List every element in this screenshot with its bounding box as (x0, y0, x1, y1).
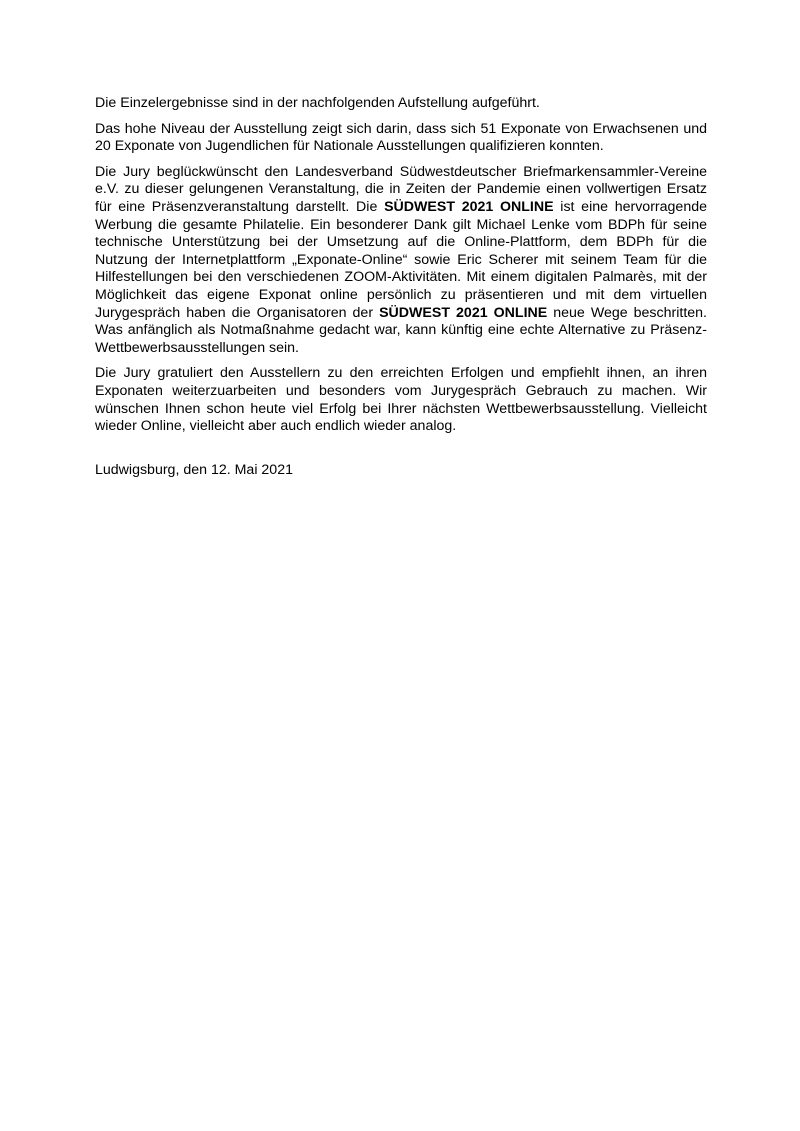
document-page (95, 95, 707, 493)
paragraph-exhibitor-wishes: Die Jury gratuliert den Ausstellern zu den erreichten Erfolgen und empfiehlt ihnen, an ihren Exponaten weiterzuarbeiten und besonders vom Jurygespräch Gebrauch zu machen. Wir wünschen Ihnen schon heute viel Erfolg bei Ihrer nächsten Wettbewerbsausstellung. Vielleicht wieder Online, vielleicht aber auch endlich wieder analog. (95, 365, 707, 435)
paragraph-results-intro: Die Einzelergebnisse sind in der nachfolgenden Aufstellung aufgeführt. (95, 95, 540, 111)
paragraph-exhibition-level: Das hohe Niveau der Ausstellung zeigt sich darin, dass sich 51 Exponate von Erwachsenen und 20 Exponate von Jugendlichen für Nationale Ausstellungen qualifizieren konnten. (95, 120, 707, 155)
paragraph-jury-congratulations (95, 164, 707, 358)
event-name: SÜDWEST 2021 ONLINE (384, 198, 554, 215)
event-name: SÜDWEST 2021 ONLINE (379, 304, 548, 321)
paragraph-text-segment: neue Wege beschritten. Was anfänglich als Notmaßnahme gedacht war, kann künftig eine echte Alternative zu Präsenz-Wettbewerbsausstellungen sein. (95, 304, 707, 356)
paragraph-text-segment: Die Jury beglückwünscht den Landesverband Südwestdeutscher Briefmarkensammler-Vereine e.V. zu dieser gelungenen Veranstaltung, die in Zeiten der Pandemie einen vollwertigen Ersatz für eine Präsenzveranstaltung darstellt. Die (95, 163, 707, 215)
place-and-date: Ludwigsburg, den 12. Mai 2021 (95, 461, 293, 478)
paragraph-text-segment: ist eine hervorragende Werbung die gesamte Philatelie. Ein besonderer Dank gilt Michael Lenke vom BDPh für seine technische Unterstützung bei der Umsetzung auf die Online-Plattform, dem BDPh für die Nutzung der Internetplattform „Exponate-Online“ sowie Eric Scherer mit seinem Team für die Hilfestellungen bei den verschiedenen ZOOM-Aktivitäten. Mit einem digitalen Palmarès, mit der Möglichkeit das eigene Exponat online persönlich zu präsentieren und mit dem virtuellen Jurygespräch haben die Organisatoren der (95, 198, 707, 321)
